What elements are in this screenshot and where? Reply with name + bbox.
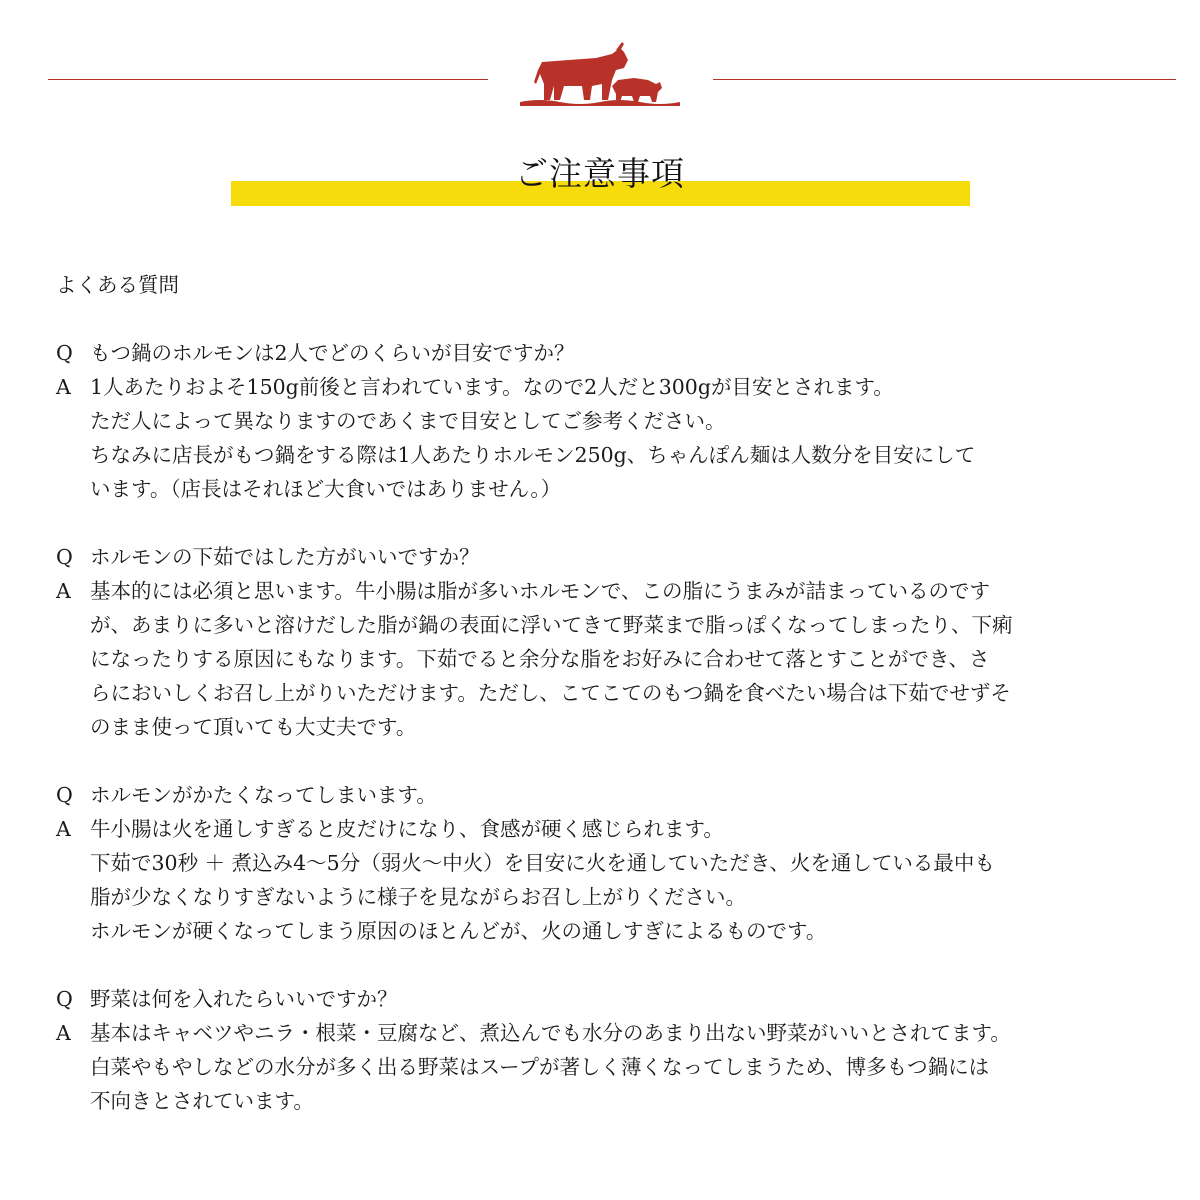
answer-line: 1人あたりおよそ150g前後と言われています。なので2人だと300gが目安とされます。: [90, 375, 894, 399]
question-marker: Q: [56, 987, 73, 1011]
question-row: [56, 336, 1166, 370]
question-marker: Q: [56, 341, 73, 365]
answer-text: [90, 812, 1166, 948]
question-text: もつ鍋のホルモンは2人でどのくらいが目安ですか？: [90, 341, 575, 365]
answer-text: [90, 370, 1166, 506]
answer-line: 下茹で30秒 ＋ 煮込み4～5分（弱火～中火）を目安に火を通していただき、火を通している最中も: [90, 851, 995, 875]
question-text: 野菜は何を入れたらいいですか？: [90, 987, 398, 1011]
answer-marker: A: [56, 375, 71, 399]
answer-line: います。（店長はそれほど大食いではありません。）: [90, 477, 562, 501]
faq-item: [56, 336, 1166, 506]
answer-marker: A: [56, 1021, 71, 1045]
faq-section: [56, 268, 1166, 1152]
faq-heading: よくある質問: [56, 273, 179, 297]
answer-row: [56, 1016, 1166, 1118]
answer-line: 牛小腸は火を通しすぎると皮だけになり、食感が硬く感じられます。: [90, 817, 724, 841]
answer-line: のまま使って頂いても大丈夫です。: [90, 715, 417, 739]
faq-item: [56, 540, 1166, 744]
faq-item: [56, 982, 1166, 1118]
answer-row: [56, 812, 1166, 948]
answer-row: [56, 370, 1166, 506]
question-text: ホルモンがかたくなってしまいます。: [90, 783, 437, 807]
answer-line: 基本はキャベツやニラ・根菜・豆腐など、煮込んでも水分のあまり出ない野菜がいいとされてます。: [90, 1021, 1011, 1045]
answer-text: [90, 574, 1166, 744]
answer-line: 白菜やもやしなどの水分が多く出る野菜はスープが著しく薄くなってしまうため、博多もつ鍋には: [90, 1055, 990, 1079]
page-title: ご注意事項: [515, 154, 685, 193]
answer-line: らにおいしくお召し上がりいただけます。ただし、こてこてのもつ鍋を食べたい場合は下茹でせずそ: [90, 681, 1011, 705]
faq-list: [56, 336, 1166, 1118]
cow-and-pig-logo-icon: [520, 40, 680, 110]
question-row: [56, 778, 1166, 812]
question-marker: Q: [56, 545, 73, 569]
question-row: [56, 982, 1166, 1016]
answer-text: [90, 1016, 1166, 1118]
answer-line: ちなみに店長がもつ鍋をする際は1人あたりホルモン250g、ちゃんぽん麺は人数分を目安にして: [90, 443, 976, 467]
question-text: ホルモンの下茹ではした方がいいですか？: [90, 545, 480, 569]
question-marker: Q: [56, 783, 73, 807]
answer-line: になったりする原因にもなります。下茹でると余分な脂をお好みに合わせて落とすことができ、さ: [90, 647, 990, 671]
answer-line: 脂が少なくなりすぎないように様子を見ながらお召し上がりください。: [90, 885, 746, 909]
answer-line: ただ人によって異なりますのであくまで目安としてご参考ください。: [90, 409, 726, 433]
answer-row: [56, 574, 1166, 744]
answer-marker: A: [56, 579, 71, 603]
header-divider-right: [713, 79, 1176, 80]
question-row: [56, 540, 1166, 574]
answer-line: 基本的には必須と思います。牛小腸は脂が多いホルモンで、この脂にうまみが詰まっているのです: [90, 579, 990, 603]
header-divider-left: [48, 79, 488, 80]
answer-marker: A: [56, 817, 71, 841]
faq-item: [56, 778, 1166, 948]
answer-line: ホルモンが硬くなってしまう原因のほとんどが、火の通しすぎによるものです。: [90, 919, 827, 943]
answer-line: が、あまりに多いと溶けだした脂が鍋の表面に浮いてきて野菜まで脂っぽくなってしまったり、下痢: [90, 613, 1013, 637]
answer-line: 不向きとされています。: [90, 1089, 314, 1113]
